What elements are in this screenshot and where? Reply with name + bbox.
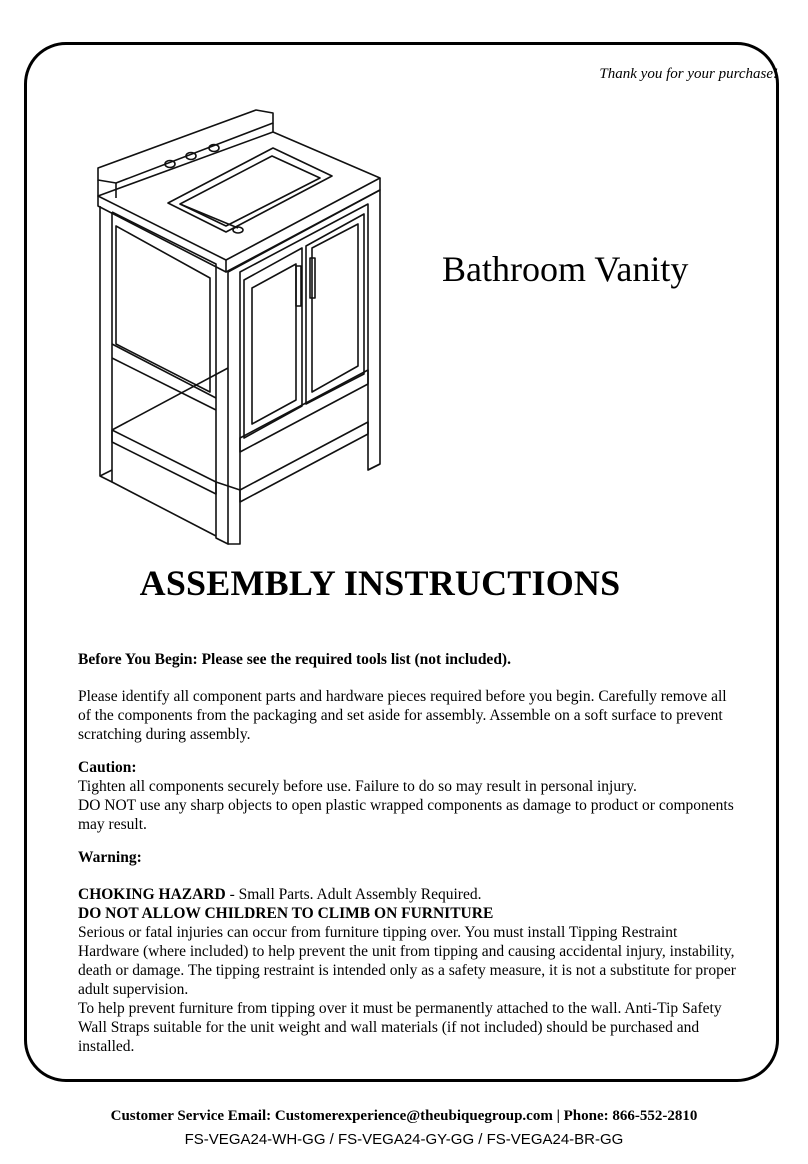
bathroom-vanity-illustration	[88, 108, 398, 548]
tipping-paragraph-2: To help prevent furniture from tipping over it must be permanently attached to the wall. Anti-Tip Safety Wall Straps suitable for the unit weight and wall materials (if not included) should be purchased and installed.	[78, 1000, 722, 1055]
thank-you-note: Thank you for your purchase!	[599, 66, 778, 82]
climb-warning: DO NOT ALLOW CHILDREN TO CLIMB ON FURNITURE	[78, 905, 494, 922]
product-name: Bathroom Vanity	[442, 249, 689, 289]
page-title: ASSEMBLY INSTRUCTIONS	[139, 563, 621, 603]
caution-line-1: Tighten all components securely before use. Failure to do so may result in personal injury.	[78, 778, 637, 795]
before-label: Before You Begin:	[78, 651, 198, 668]
choking-hazard-label: CHOKING HAZARD	[78, 886, 226, 903]
tipping-paragraph-1: Serious or fatal injuries can occur from furniture tipping over. You must install Tipping Restraint Hardware (where included) to help prevent the unit from tipping and causing accidental injury, instability, death or damage. The tipping restraint is intended only as a safety measure, it is not a substitute for proper adult supervision.	[78, 924, 736, 998]
customer-service-contact: Customer Service Email: Customerexperience@theubiquegroup.com | Phone: 866-552-2810	[110, 1108, 698, 1124]
choking-hazard	[78, 885, 740, 904]
before-tools-note: Please see the required tools list (not included).	[197, 651, 511, 668]
instructions-body	[78, 650, 740, 1056]
model-numbers: FS-VEGA24-WH-GG / FS-VEGA24-GY-GG / FS-VEGA24-BR-GG	[184, 1131, 624, 1148]
caution-line-2: DO NOT use any sharp objects to open plastic wrapped components as damage to product or components may result.	[78, 797, 734, 833]
caution-heading: Caution:	[78, 759, 137, 776]
choking-hazard-text: - Small Parts. Adult Assembly Required.	[225, 886, 482, 903]
before-body: Please identify all component parts and hardware pieces required before you begin. Carefully remove all of the components from the packaging and set aside for assembly. Assemble on a soft surface to prevent scratching during assembly.	[78, 688, 727, 743]
warning-heading: Warning:	[78, 849, 142, 866]
before-you-begin-heading	[78, 650, 740, 669]
